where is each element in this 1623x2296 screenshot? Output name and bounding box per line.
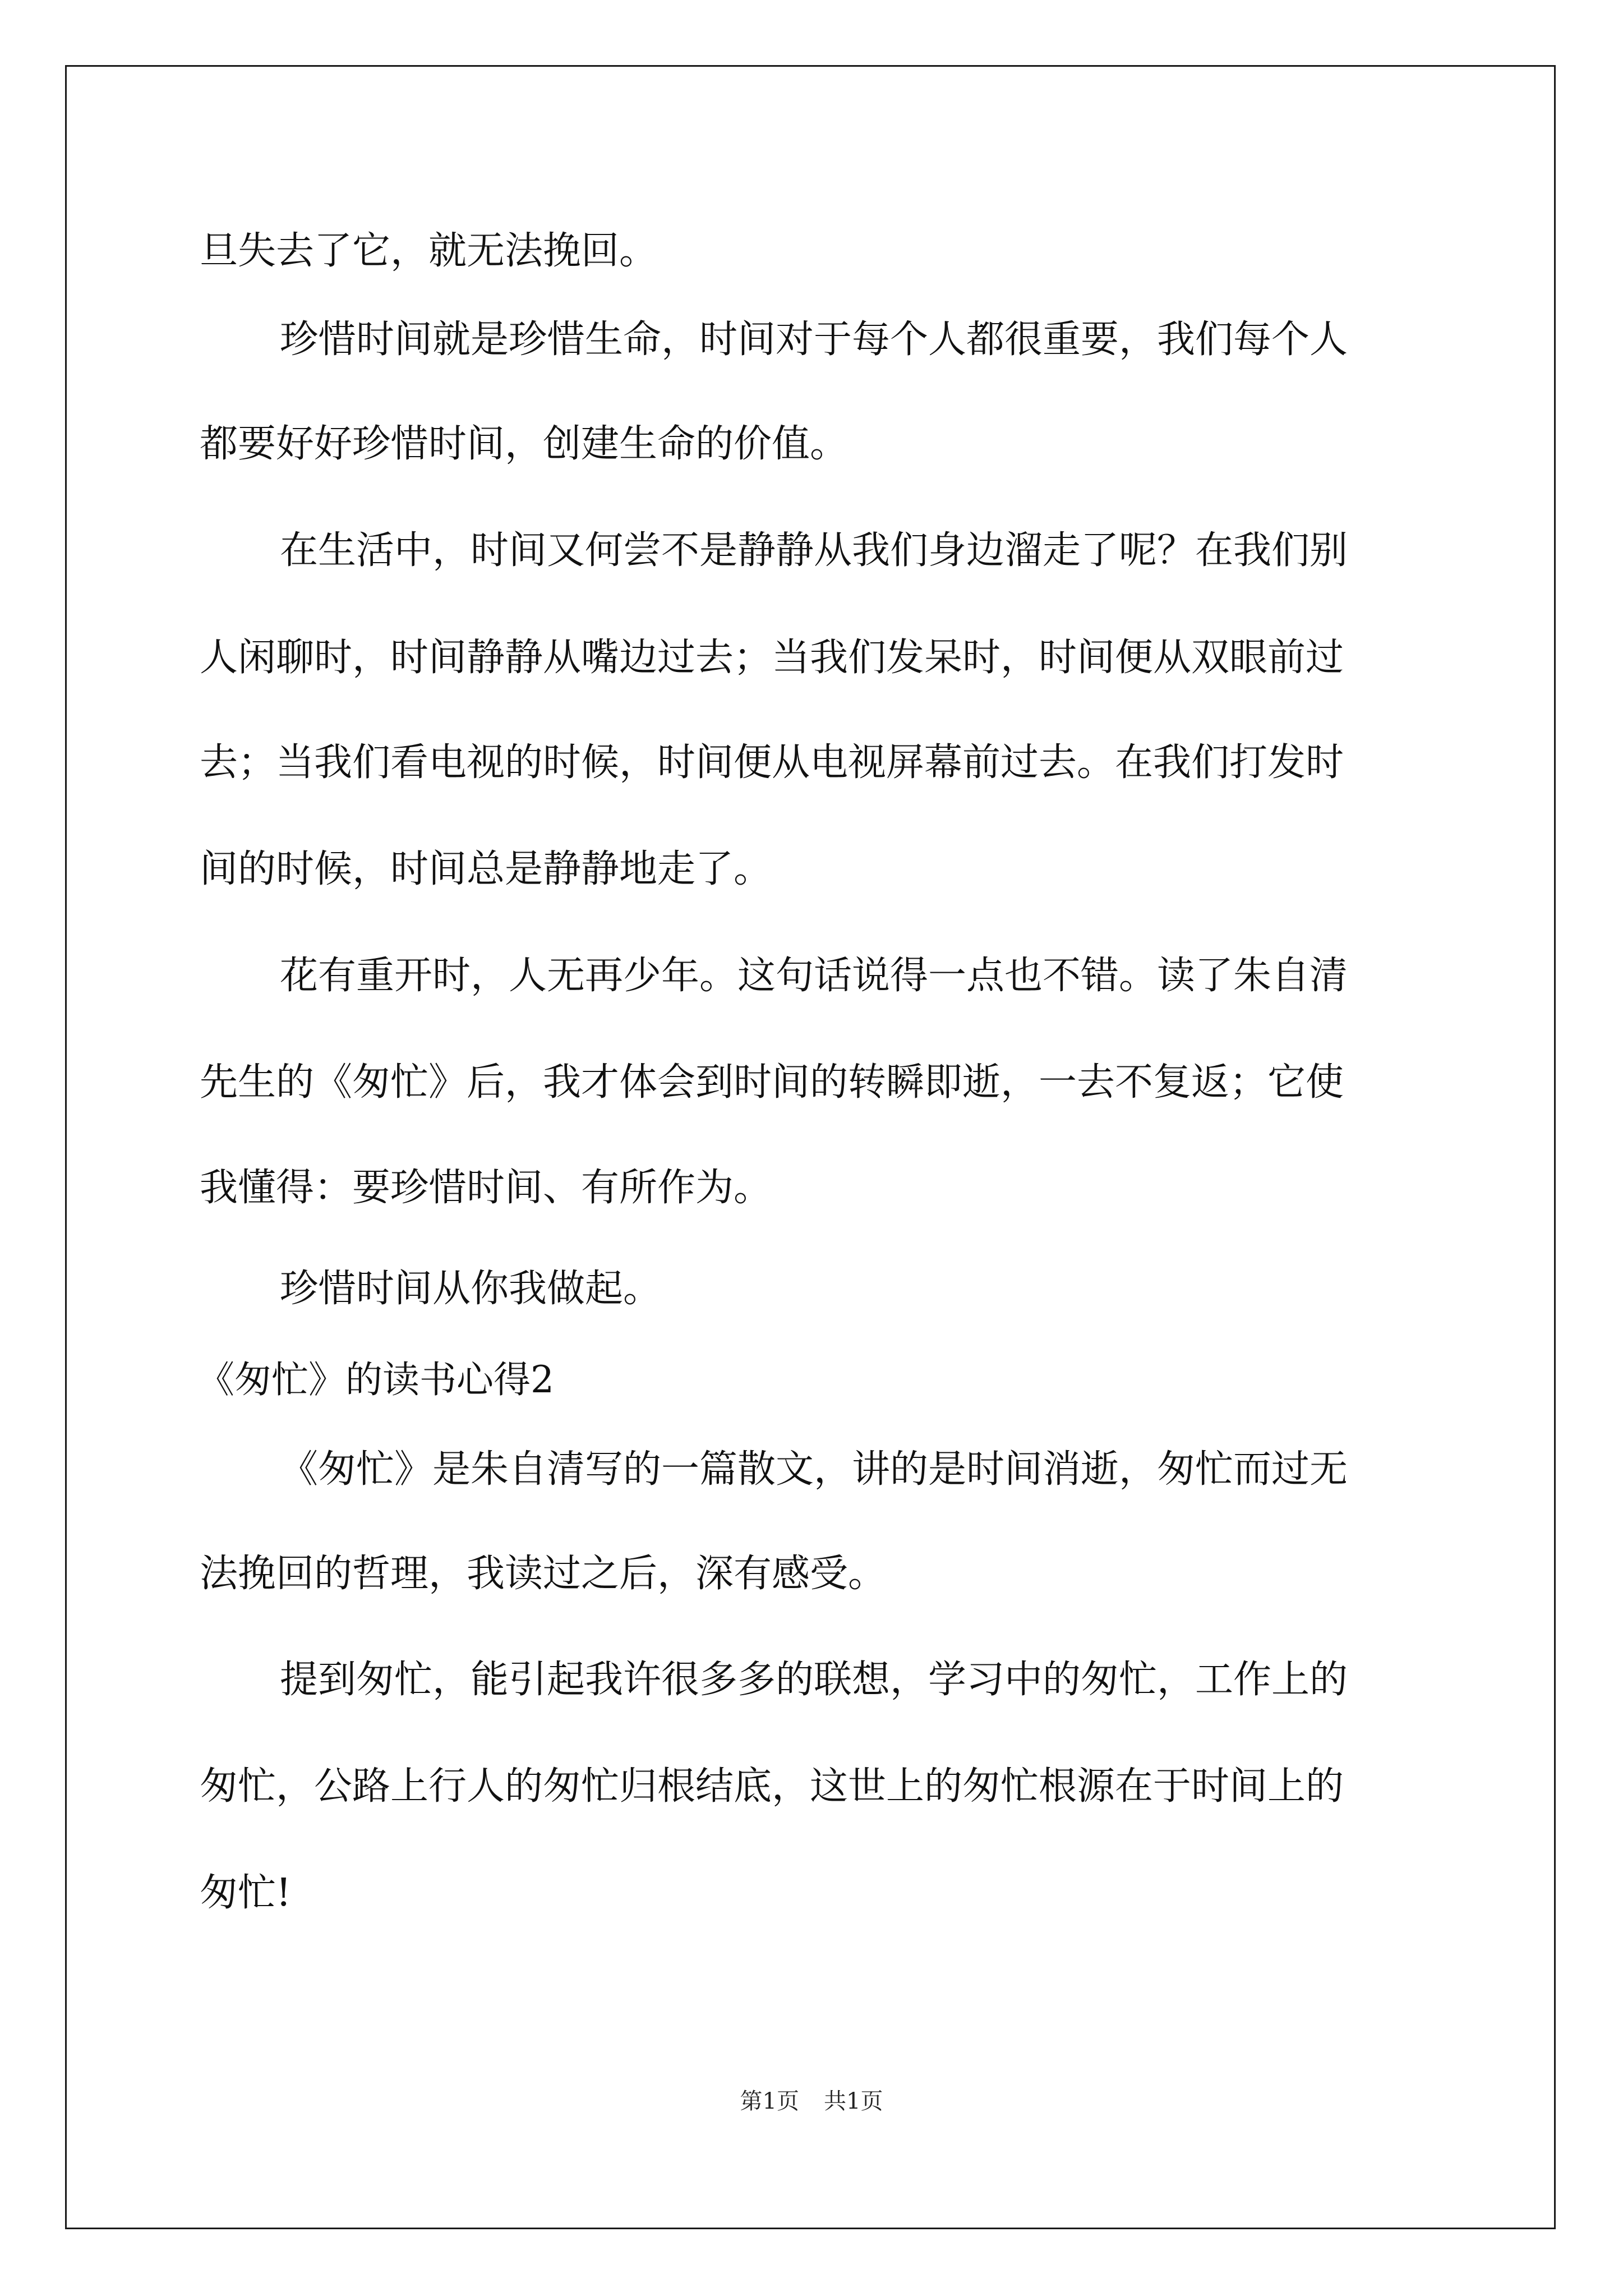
text-line: 都要好好珍惜时间，创建生命的价值。 [200,422,849,466]
text-line: 匆忙，公路上行人的匆忙归根结底，这世上的匆忙根源在于时间上的 [200,1764,1344,1809]
page-total: 共1页 [824,2088,883,2114]
text-line: 人闲聊时，时间静静从嘴边过去；当我们发呆时，时间便从双眼前过 [200,636,1344,680]
text-line: 我懂得：要珍惜时间、有所作为。 [200,1166,772,1210]
text-line: 提到匆忙，能引起我许很多多的联想，学习中的匆忙，工作上的 [280,1658,1348,1702]
text-line: 在生活中，时间又何尝不是静静从我们身边溜走了呢？在我们别 [280,528,1348,573]
text-line: 间的时候，时间总是静静地走了。 [200,847,772,891]
text-line: 花有重开时，人无再少年。这句话说得一点也不错。读了朱自清 [280,954,1348,998]
page-number: 第1页 [740,2088,799,2114]
text-line: 珍惜时间从你我做起。 [280,1267,662,1311]
text-line: 《匆忙》是朱自清写的一篇散文，讲的是时间消逝，匆忙而过无 [280,1447,1348,1492]
text-line: 法挽回的哲理，我读过之后，深有感受。 [200,1552,887,1596]
section-heading: 《匆忙》的读书心得2 [197,1358,554,1401]
page-footer [0,2088,1623,2115]
text-line: 旦失去了它，就无法挽回。 [200,229,658,273]
text-line: 去；当我们看电视的时候，时间便从电视屏幕前过去。在我们打发时 [200,740,1344,785]
text-line: 匆忙! [200,1871,292,1915]
text-line: 先生的《匆忙》后，我才体会到时间的转瞬即逝，一去不复返；它使 [200,1060,1344,1105]
text-line: 珍惜时间就是珍惜生命，时间对于每个人都很重要，我们每个人 [280,318,1348,362]
